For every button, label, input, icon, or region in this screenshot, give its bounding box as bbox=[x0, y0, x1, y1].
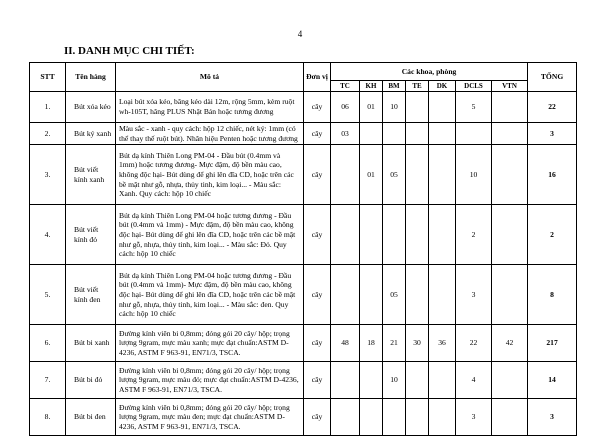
row-name: Bút bi đen bbox=[66, 399, 116, 436]
row-description: Đường kính viên bi 0,8mm; đóng gói 20 cây/ hộp; trọng lượng 9gram, mực màu đen; mực đạt chuẩn:ASTM D-4236, ASTM F 963-91, EN71/3, TSCA. bbox=[116, 399, 304, 436]
row-value-te bbox=[406, 399, 429, 436]
row-value-te bbox=[406, 145, 429, 205]
row-stt: 3. bbox=[30, 145, 66, 205]
row-value-bm: 10 bbox=[383, 362, 406, 399]
row-name: Bút viết kính đỏ bbox=[66, 205, 116, 265]
row-unit: cây bbox=[304, 145, 331, 205]
row-stt: 7. bbox=[30, 362, 66, 399]
row-description: Bút dạ kính Thiên Long PM-04 hoặc tương đương - Đầu bút (0.4mm và 1mm) - Mực đậm, độ bền màu cao, không độc hại- Bút dùng để ghi lên đĩa CD, hoặc trên các bề mặt như gỗ, nhựa, thủy tinh, kim loại... - Màu sắc: Đỏ. Quy cách: hộp 10 chiếc bbox=[116, 205, 304, 265]
row-unit: cây bbox=[304, 123, 331, 145]
row-value-te bbox=[406, 123, 429, 145]
header-dept-te: TE bbox=[406, 81, 429, 92]
row-description: Đường kính viên bi 0,8mm; đóng gói 20 cây/ hộp; trọng lượng 9gram, mực màu xanh; mực đạt chuẩn:ASTM D-4236, ASTM F 963-91, EN71/3, TSCA. bbox=[116, 325, 304, 362]
row-value-vtn bbox=[492, 123, 528, 145]
row-total: 2 bbox=[528, 205, 577, 265]
row-value-dcls: 3 bbox=[456, 399, 492, 436]
row-value-vtn bbox=[492, 92, 528, 123]
row-name: Bút viết kính xanh bbox=[66, 145, 116, 205]
table-body bbox=[30, 92, 577, 436]
row-value-bm: 10 bbox=[383, 92, 406, 123]
header-dept-vtn: VTN bbox=[492, 81, 528, 92]
row-description: Bút dạ kính Thiên Long PM-04 hoặc tương đương - Đầu bút (0.4mm và 1mm)- Mực đậm, độ bền màu cao, không độc hại- Bút dùng để ghi lên đĩa CD, hoặc trên các bề mặt như gỗ, nhựa, thủy tinh, kim loại... - Màu sắc: đen. Quy cách: hộp 10 chiếc bbox=[116, 265, 304, 325]
header-dept-tc: TC bbox=[331, 81, 360, 92]
row-value-dk: 36 bbox=[429, 325, 456, 362]
section-title: II. DANH MỤC CHI TIẾT: bbox=[64, 45, 195, 57]
row-unit: cây bbox=[304, 362, 331, 399]
header-dept-kh: KH bbox=[360, 81, 383, 92]
row-value-kh: 18 bbox=[360, 325, 383, 362]
row-total: 8 bbox=[528, 265, 577, 325]
row-value-tc: 48 bbox=[331, 325, 360, 362]
row-value-bm: 05 bbox=[383, 265, 406, 325]
table-row bbox=[30, 123, 577, 145]
row-value-dcls bbox=[456, 123, 492, 145]
header-total: TỔNG bbox=[528, 63, 577, 92]
row-value-dcls: 22 bbox=[456, 325, 492, 362]
header-dept-dk: DK bbox=[429, 81, 456, 92]
row-value-dk bbox=[429, 145, 456, 205]
row-value-tc bbox=[331, 145, 360, 205]
row-value-bm bbox=[383, 205, 406, 265]
row-value-tc bbox=[331, 265, 360, 325]
row-value-tc bbox=[331, 399, 360, 436]
row-total: 22 bbox=[528, 92, 577, 123]
row-value-te bbox=[406, 265, 429, 325]
row-stt: 6. bbox=[30, 325, 66, 362]
row-value-dcls: 10 bbox=[456, 145, 492, 205]
header-name: Tên hàng bbox=[66, 63, 116, 92]
row-value-kh: 01 bbox=[360, 92, 383, 123]
row-value-te bbox=[406, 362, 429, 399]
row-value-dcls: 4 bbox=[456, 362, 492, 399]
row-value-bm bbox=[383, 399, 406, 436]
row-value-kh bbox=[360, 265, 383, 325]
header-unit: Đơn vị bbox=[304, 63, 331, 92]
row-value-te: 30 bbox=[406, 325, 429, 362]
row-total: 3 bbox=[528, 123, 577, 145]
table-row bbox=[30, 205, 577, 265]
row-unit: cây bbox=[304, 265, 331, 325]
table-row bbox=[30, 92, 577, 123]
row-value-bm: 05 bbox=[383, 145, 406, 205]
row-stt: 1. bbox=[30, 92, 66, 123]
row-value-tc: 03 bbox=[331, 123, 360, 145]
row-unit: cây bbox=[304, 205, 331, 265]
row-value-dk bbox=[429, 399, 456, 436]
row-value-kh bbox=[360, 362, 383, 399]
row-value-dk bbox=[429, 205, 456, 265]
product-table bbox=[29, 62, 577, 436]
row-total: 217 bbox=[528, 325, 577, 362]
row-name: Bút viết kính đen bbox=[66, 265, 116, 325]
row-description: Bút dạ kính Thiên Long PM-04 - Đầu bút (0.4mm và 1mm) hoặc tương đương- Mực đậm, độ bền màu cao, không độc hại- Bút dùng để ghi lên đĩa CD, hoặc trên các bề mặt như gỗ, nhựa, thủy tinh, kim loại... - Màu sắc: Xanh. Quy cách: hộp 10 chiếc bbox=[116, 145, 304, 205]
row-value-dk bbox=[429, 123, 456, 145]
row-value-dcls: 2 bbox=[456, 205, 492, 265]
row-stt: 2. bbox=[30, 123, 66, 145]
row-value-bm: 21 bbox=[383, 325, 406, 362]
header-stt: STT bbox=[30, 63, 66, 92]
row-stt: 5. bbox=[30, 265, 66, 325]
row-value-kh bbox=[360, 399, 383, 436]
row-unit: cây bbox=[304, 399, 331, 436]
row-value-dcls: 5 bbox=[456, 92, 492, 123]
row-value-tc: 06 bbox=[331, 92, 360, 123]
header-dept-dcls: DCLS bbox=[456, 81, 492, 92]
row-total: 16 bbox=[528, 145, 577, 205]
row-value-kh bbox=[360, 123, 383, 145]
row-description: Màu sắc - xanh - quy cách: hộp 12 chiếc, nét ký: 1mm (có thể thay thế ruột bút). Nhãn hiệu Penten hoặc tương đương bbox=[116, 123, 304, 145]
row-stt: 4. bbox=[30, 205, 66, 265]
row-value-kh: 01 bbox=[360, 145, 383, 205]
row-total: 3 bbox=[528, 399, 577, 436]
row-value-te bbox=[406, 92, 429, 123]
row-value-vtn bbox=[492, 205, 528, 265]
row-value-vtn bbox=[492, 145, 528, 205]
table-row bbox=[30, 265, 577, 325]
row-total: 14 bbox=[528, 362, 577, 399]
table-row bbox=[30, 362, 577, 399]
row-name: Bút bi đỏ bbox=[66, 362, 116, 399]
header-dept-bm: BM bbox=[383, 81, 406, 92]
row-description: Loại bút xóa kéo, băng kéo dài 12m, rộng 5mm, kèm ruột wh-105T, hãng PLUS Nhật Bản hoặc tương đương bbox=[116, 92, 304, 123]
row-name: Bút bi xanh bbox=[66, 325, 116, 362]
row-value-vtn bbox=[492, 399, 528, 436]
row-value-tc bbox=[331, 205, 360, 265]
row-value-te bbox=[406, 205, 429, 265]
row-stt: 8. bbox=[30, 399, 66, 436]
row-value-vtn bbox=[492, 265, 528, 325]
table-row bbox=[30, 399, 577, 436]
row-value-tc bbox=[331, 362, 360, 399]
row-value-vtn: 42 bbox=[492, 325, 528, 362]
header-description: Mô tả bbox=[116, 63, 304, 92]
row-description: Đường kính viên bi 0,8mm; đóng gói 20 cây/ hộp; trọng lượng 9gram, mực màu đỏ; mực đạt chuẩn:ASTM D-4236, ASTM F 963-91, EN71/3, TSCA. bbox=[116, 362, 304, 399]
table-row bbox=[30, 325, 577, 362]
row-name: Bút xóa kéo bbox=[66, 92, 116, 123]
row-value-dk bbox=[429, 92, 456, 123]
row-value-kh bbox=[360, 205, 383, 265]
row-value-dk bbox=[429, 265, 456, 325]
row-value-bm bbox=[383, 123, 406, 145]
row-value-vtn bbox=[492, 362, 528, 399]
row-unit: cây bbox=[304, 325, 331, 362]
row-value-dcls: 3 bbox=[456, 265, 492, 325]
row-name: Bút ký xanh bbox=[66, 123, 116, 145]
row-unit: cây bbox=[304, 92, 331, 123]
header-departments: Các khoa, phòng bbox=[331, 63, 528, 81]
page-number: 4 bbox=[297, 29, 303, 39]
row-value-dk bbox=[429, 362, 456, 399]
table-row bbox=[30, 145, 577, 205]
